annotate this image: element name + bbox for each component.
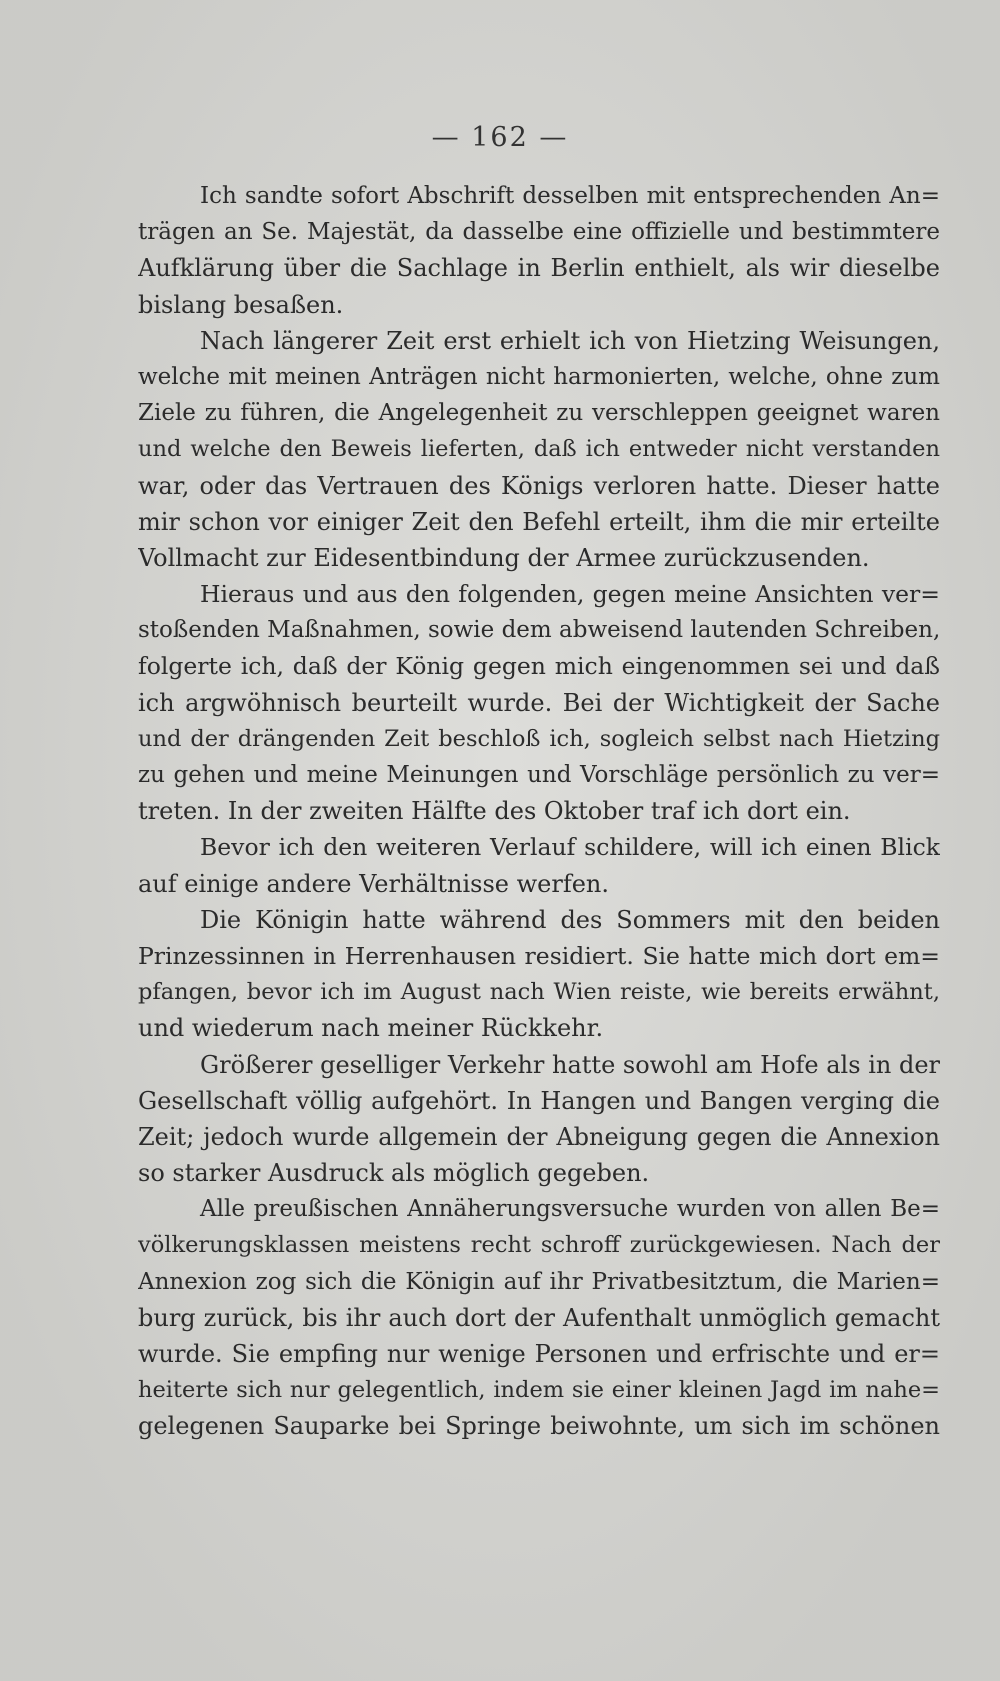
page-number: — 162 —	[431, 122, 569, 153]
text-line: folgerte ich, daß der König gegen mich eingenommen sei und daß	[138, 652, 940, 681]
text-line: Alle preußischen Annäherungsversuche wurden von allen Be=	[200, 1196, 940, 1223]
text-line: Vollmacht zur Eidesentbindung der Armee zurückzusenden.	[138, 543, 870, 572]
text-line: Bevor ich den weiteren Verlauf schildere, will ich einen Blick	[200, 833, 940, 862]
text-line: Größerer geselliger Verkehr hatte sowohl am Hofe als in der	[200, 1050, 940, 1079]
text-line: welche mit meinen Anträgen nicht harmonierten, welche, ohne zum	[138, 363, 940, 390]
text-line: Nach längerer Zeit erst erhielt ich von Hietzing Weisungen,	[200, 326, 940, 355]
text-line: Ich sandte sofort Abschrift desselben mit entsprechenden An=	[200, 183, 940, 209]
text-line: pfangen, bevor ich im August nach Wien reiste, wie bereits erwähnt,	[138, 979, 940, 1006]
text-line: Gesellschaft völlig aufgehört. In Hangen und Bangen verging die	[138, 1086, 940, 1115]
text-line: burg zurück, bis ihr auch dort der Aufenthalt unmöglich gemacht	[138, 1303, 940, 1332]
text-line: Die Königin hatte während des Sommers mit den beiden	[200, 905, 940, 934]
text-line: bislang besaßen.	[138, 290, 344, 319]
text-line: Hieraus und aus den folgenden, gegen meine Ansichten ver=	[200, 580, 940, 609]
text-line: war, oder das Vertrauen des Königs verloren hatte. Dieser hatte	[138, 471, 940, 500]
text-line: wurde. Sie empfing nur wenige Personen und erfrischte und er=	[138, 1340, 940, 1368]
text-line: Annexion zog sich die Königin auf ihr Privatbesitztum, die Marien=	[138, 1268, 940, 1295]
text-line: und wiederum nach meiner Rückkehr.	[138, 1014, 604, 1043]
text-line: so starker Ausdruck als möglich gegeben.	[138, 1159, 650, 1188]
text-line: Prinzessinnen in Herrenhausen residiert. Sie hatte mich dort em=	[138, 941, 940, 970]
text-line: Zeit; jedoch wurde allgemein der Abneigung gegen die Annexion	[138, 1122, 940, 1151]
text-line: heiterte sich nur gelegentlich, indem sie einer kleinen Jagd im nahe=	[138, 1377, 940, 1404]
text-line: auf einige andere Verhältnisse werfen.	[138, 869, 609, 898]
text-line: Aufklärung über die Sachlage in Berlin enthielt, als wir dieselbe	[138, 254, 940, 283]
text-line: und welche den Beweis lieferten, daß ich entweder nicht verstanden	[138, 436, 940, 463]
text-line: treten. In der zweiten Hälfte des Oktober traf ich dort ein.	[138, 797, 851, 826]
text-line: und der drängenden Zeit beschloß ich, sogleich selbst nach Hietzing	[138, 725, 940, 752]
text-line: zu gehen und meine Meinungen und Vorschläge persönlich zu ver=	[138, 762, 940, 788]
text-line: gelegenen Sauparke bei Springe beiwohnte, um sich im schönen	[138, 1412, 940, 1441]
text-line: stoßenden Maßnahmen, sowie dem abweisend lautenden Schreiben,	[138, 617, 940, 644]
text-line: ich argwöhnisch beurteilt wurde. Bei der Wichtigkeit der Sache	[138, 688, 940, 717]
text-line: völkerungsklassen meistens recht schroff zurückgewiesen. Nach der	[138, 1232, 940, 1259]
text-line: mir schon vor einiger Zeit den Befehl erteilt, ihm die mir erteilte	[138, 507, 940, 536]
text-line: Ziele zu führen, die Angelegenheit zu verschleppen geeignet waren	[138, 400, 940, 427]
text-line: trägen an Se. Majestät, da dasselbe eine offizielle und bestimmtere	[138, 219, 940, 246]
body-text	[138, 178, 940, 1445]
